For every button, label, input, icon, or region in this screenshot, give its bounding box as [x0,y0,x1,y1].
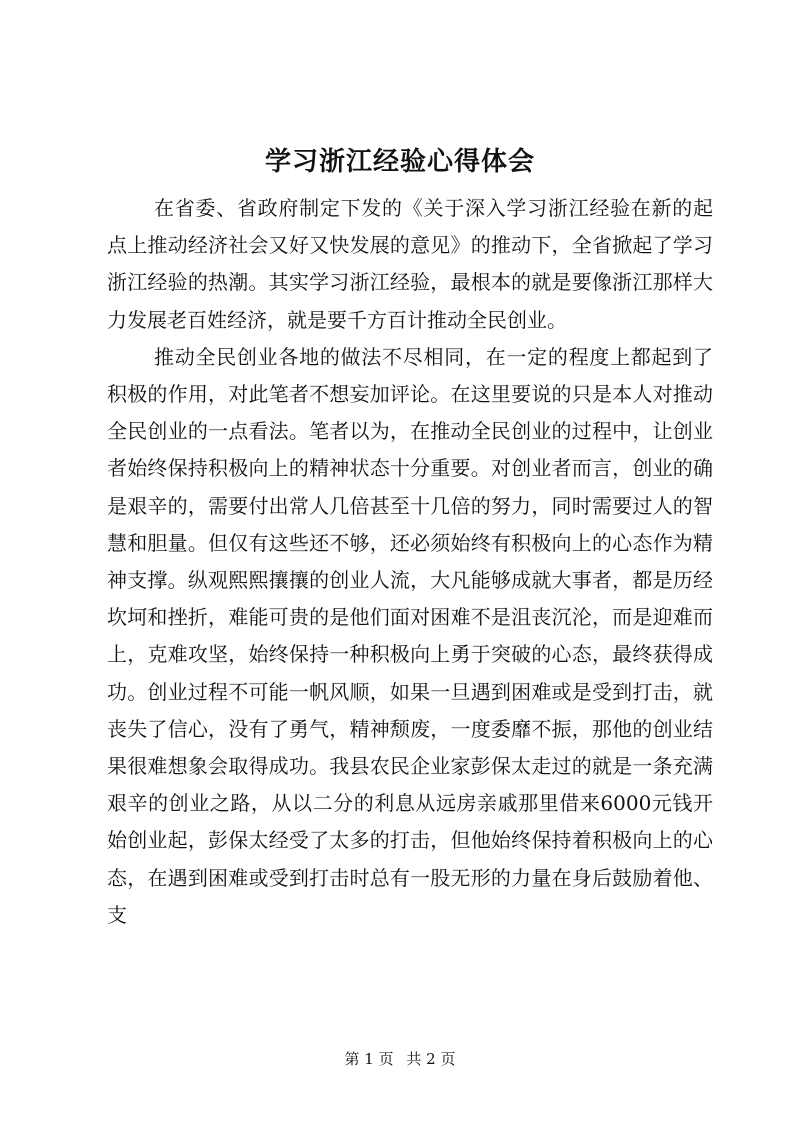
page-number-total: 共 2 页 [406,1050,456,1068]
document-title: 学习浙江经验心得体会 [264,147,535,177]
page-footer [0,1048,800,1069]
paragraph-1: 在省委、省政府制定下发的《关于深入学习浙江经验在新的起点上推动经济社会又好又快发展的意见》的推动下，全省掀起了学习浙江经验的热潮。其实学习浙江经验，最根本的就是要像浙江那样大力发展老百姓经济，就是要千方百计推动全民创业。 [107,196,713,332]
paragraph-2: 推动全民创业各地的做法不尽相同，在一定的程度上都起到了积极的作用，对此笔者不想妄加评论。在这里要说的只是本人对推动全民创业的一点看法。笔者以为，在推动全民创业的过程中，让创业者始终保持积极向上的精神状态十分重要。对创业者而言，创业的确是艰辛的，需要付出常人几倍甚至十几倍的努力，同时需要过人的智慧和胆量。但仅有这些还不够，还必须始终有积极向上的心态作为精神支撑。纵观熙熙攘攘的创业人流，大凡能够成就大事者，都是历经坎坷和挫折，难能可贵的是他们面对困难不是沮丧沉沦，而是迎难而上，克难攻坚，始终保持一种积极向上勇于突破的心态，最终获得成功。创业过程不可能一帆风顺，如果一旦遇到困难或是受到打击，就丧失了信心，没有了勇气，精神颓废，一度委靡不振，那他的创业结果很难想象会取得成功。我县农民企业家彭保太走过的就是一条充满艰辛的创业之路，从以二分的利息从远房亲戚那里借来6000元钱开始创业起，彭保太经受了太多的打击，但他始终保持着积极向上的心态，在遇到困难或受到打击时总有一股无形的力量在身后鼓励着他、支 [107,344,713,927]
document-body [107,190,713,934]
page-number-current: 第 1 页 [344,1050,394,1068]
